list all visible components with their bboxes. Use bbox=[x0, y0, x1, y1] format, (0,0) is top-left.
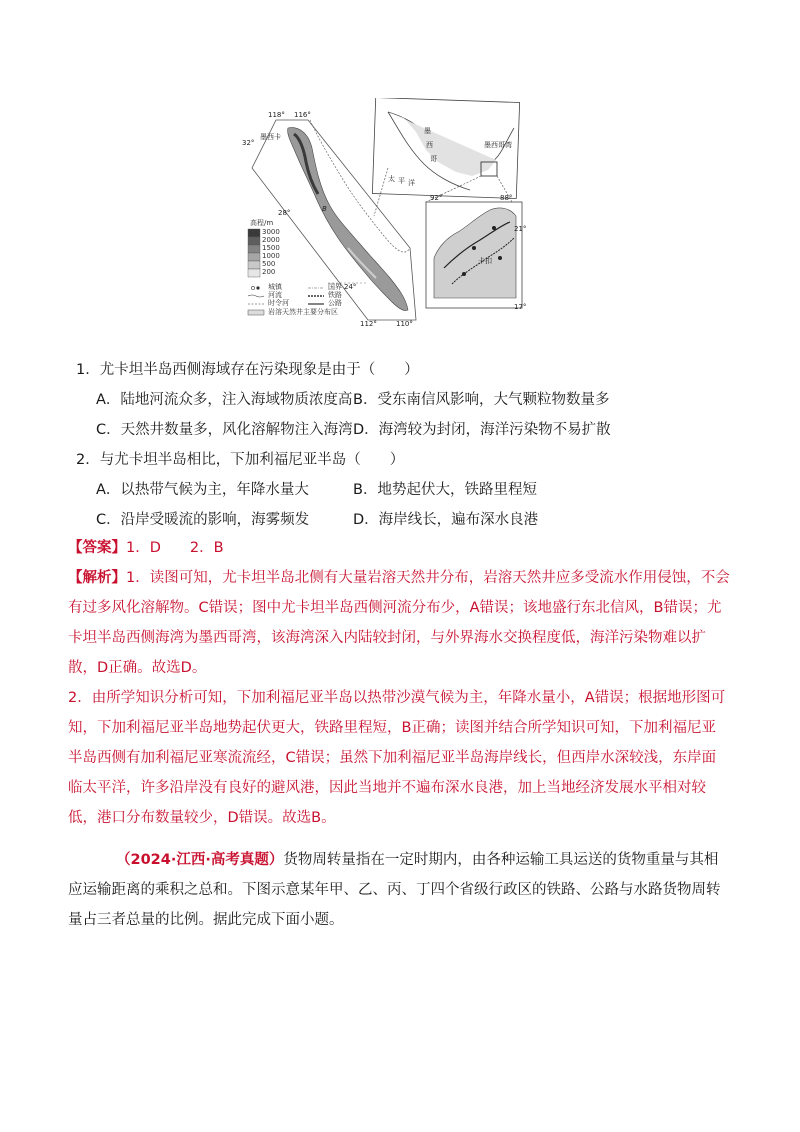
question-2-option-d[interactable] bbox=[353, 510, 538, 530]
option-text: 地势起伏大，铁路里程短 bbox=[377, 482, 537, 498]
legend-railway: 铁路 bbox=[328, 291, 342, 299]
option-text: 海湾较为封闭，海洋污染物不易扩散 bbox=[378, 422, 611, 438]
question-1-option-c[interactable] bbox=[96, 420, 353, 440]
map-figure bbox=[238, 98, 528, 330]
lat-label-1: 32° bbox=[242, 139, 255, 147]
question-1-option-a[interactable] bbox=[96, 390, 352, 410]
legend-river: 河流 bbox=[268, 291, 282, 299]
option-key: C． bbox=[96, 512, 121, 528]
question-1-option-d[interactable] bbox=[353, 420, 611, 440]
inset-label-ping: 平 bbox=[398, 177, 405, 185]
inset-place-label: 卡扣 bbox=[478, 257, 492, 265]
question-1-text: 尤卡坦半岛西侧海域存在污染现象是由于（ ） bbox=[99, 362, 419, 378]
inset-lon-92: 92° bbox=[430, 194, 443, 202]
question-1-option-b[interactable] bbox=[353, 390, 609, 410]
lon-label-top-2: 116° bbox=[294, 111, 311, 119]
elevation-swatch bbox=[248, 269, 260, 277]
option-key: B． bbox=[353, 482, 378, 498]
option-key: A． bbox=[96, 392, 121, 408]
lon-label-bottom-2: 110° bbox=[396, 320, 413, 328]
answer-text: 1．D 2．B bbox=[126, 540, 224, 556]
elev-label-200: 200 bbox=[262, 268, 276, 276]
analysis-label: 【解析】 bbox=[68, 570, 126, 586]
option-text: 以热带气候为主，年降水量大 bbox=[120, 482, 309, 498]
elevation-legend bbox=[248, 229, 260, 277]
legend-title: 高程/m bbox=[250, 219, 274, 227]
elev-label-1000: 1000 bbox=[262, 252, 280, 260]
question-2-option-b[interactable] bbox=[353, 480, 537, 500]
legend-town: 城镇 bbox=[268, 283, 282, 291]
lat-label-2: 28° bbox=[278, 209, 291, 217]
question-1-stem bbox=[76, 360, 419, 380]
option-text: 沿岸受暖流的影响，海雾频发 bbox=[120, 512, 310, 528]
legend-highway: 公路 bbox=[328, 299, 342, 307]
city-label: 墨西卡 bbox=[260, 133, 281, 141]
inset-label-mo: 墨 bbox=[424, 127, 431, 135]
inset-label-tai: 太 bbox=[388, 175, 395, 183]
question-2-number: 2． bbox=[76, 452, 100, 468]
lon-label-bottom-1: 112° bbox=[360, 320, 377, 328]
answer-line bbox=[68, 537, 224, 559]
inset-label-yang: 洋 bbox=[408, 179, 415, 187]
analysis-paragraph-1 bbox=[68, 563, 730, 683]
elev-label-500: 500 bbox=[262, 260, 276, 268]
question-1-number: 1． bbox=[76, 362, 100, 378]
inset-lat-17: 17° bbox=[514, 303, 527, 311]
elev-label-1500: 1500 bbox=[262, 244, 280, 252]
legend-karst-well-area: 岩溶天然井主要分布区 bbox=[268, 308, 338, 316]
analysis-paragraph-2: 2．由所学知识分析可知，下加利福尼亚半岛以热带沙漠气候为主，年降水量小，A错误；根据地形图可知，下加利福尼亚半岛地势起伏更大，铁路里程短，B正确；读图并结合所学知识可知，下加利福尼亚半岛西侧有加利福尼亚寒流流经，C错误；虽然下加利福尼亚半岛海岸线长，但西岸水深较浅，东岸面临太平洋，许多沿岸没有良好的避风港，因此当地并不遍布深水良港，加上当地经济发展水平相对较低，港口分布数量较少，D错误。故选B。 bbox=[68, 690, 726, 826]
inset-lat-21: 21° bbox=[514, 225, 527, 233]
option-key: D． bbox=[353, 512, 379, 528]
inset-lon-88: 88° bbox=[500, 194, 513, 202]
legend-seasonal-river: 时令河 bbox=[268, 299, 289, 307]
inset-label-ge: 哥 bbox=[430, 155, 437, 163]
question-2-option-c[interactable] bbox=[96, 510, 309, 530]
intro-text: 货物周转量指在一定时期内，由各种运输工具运送的货物重量与其相应运输距离的乘积之总和。下图示意某年甲、乙、丙、丁四个省级行政区的铁路、公路与水路货物周转量占三者总量的比例。据此完成下面小题。 bbox=[68, 852, 721, 928]
option-text: 天然井数量多，风化溶解物注入海湾 bbox=[120, 422, 353, 438]
elevation-swatch bbox=[248, 229, 260, 237]
analysis-text-1: 1．读图可知，尤卡坦半岛北侧有大量岩溶天然井分布，岩溶天然井应多受流水作用侵蚀，不会有过多风化溶解物。C错误；图中尤卡坦半岛西侧河流分布少，A错误；该地盛行东北信风，B错误；尤卡坦半岛西侧海湾为墨西哥湾，该海湾深入内陆较封闭，与外界海水交换程度低，海洋污染物难以扩散，D正确。故选D。 bbox=[68, 570, 730, 676]
lon-label-top-1: 118° bbox=[268, 111, 285, 119]
sea-label: B bbox=[322, 205, 327, 213]
option-key: C． bbox=[96, 422, 121, 438]
next-question-intro bbox=[68, 845, 732, 935]
option-text: 海岸线长，遍布深水良港 bbox=[378, 512, 539, 528]
option-key: A． bbox=[96, 482, 121, 498]
elevation-swatch bbox=[248, 237, 260, 245]
tropic-label: 24° bbox=[344, 283, 357, 291]
option-key: B． bbox=[353, 392, 378, 408]
elev-label-3000: 3000 bbox=[262, 228, 280, 236]
elevation-swatch bbox=[248, 245, 260, 253]
elevation-swatch bbox=[248, 253, 260, 261]
answer-label: 【答案】 bbox=[68, 540, 126, 556]
question-2-stem bbox=[76, 450, 404, 470]
question-2-text: 与尤卡坦半岛相比，下加利福尼亚半岛（ ） bbox=[99, 452, 405, 468]
legend-border: 国界 bbox=[328, 283, 342, 291]
question-2-option-a[interactable] bbox=[96, 480, 309, 500]
elev-label-2000: 2000 bbox=[262, 236, 280, 244]
option-key: D． bbox=[353, 422, 379, 438]
analysis-block bbox=[68, 563, 730, 833]
inset-label-xi: 西 bbox=[426, 141, 433, 149]
option-text: 陆地河流众多，注入海域物质浓度高 bbox=[120, 392, 353, 408]
inset-label-gulf: 墨西哥湾 bbox=[484, 141, 512, 149]
source-tag: （2024·江西·高考真题） bbox=[116, 852, 284, 868]
option-text: 受东南信风影响，大气颗粒物数量多 bbox=[377, 392, 610, 408]
elevation-swatch bbox=[248, 261, 260, 269]
